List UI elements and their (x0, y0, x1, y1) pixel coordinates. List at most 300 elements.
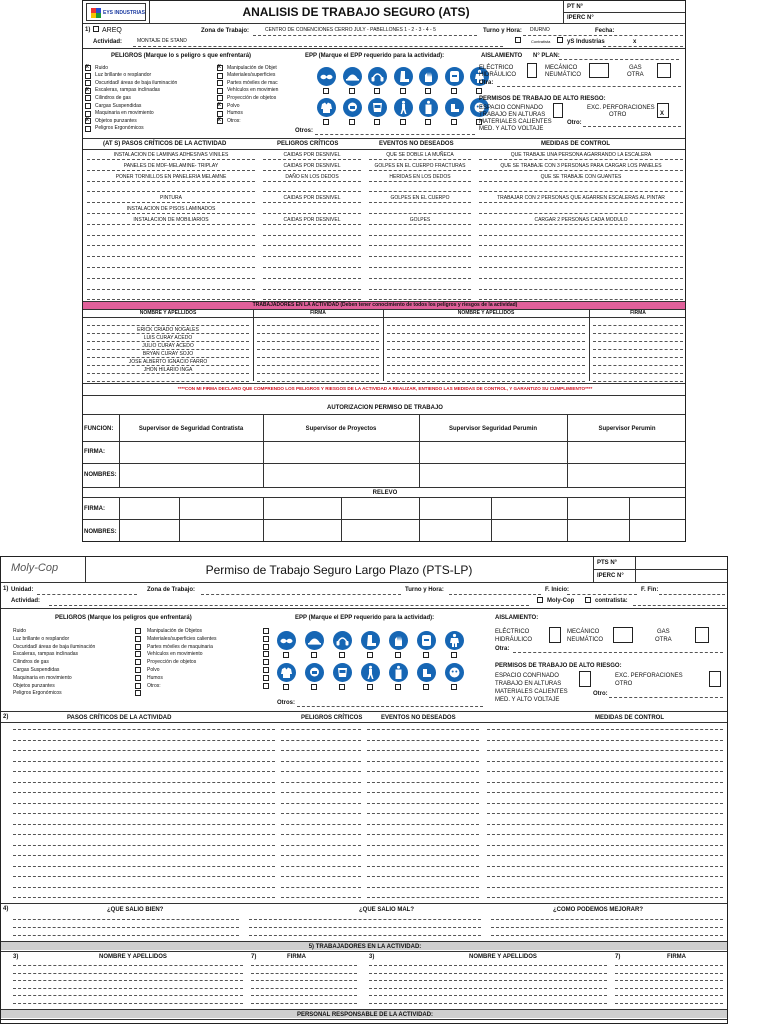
respirator-icon (343, 98, 362, 117)
ats-title: ANALISIS DE TRABAJO SEGURO (ATS) (242, 5, 470, 19)
row-line (369, 213, 471, 214)
section-1-label: 1) (85, 27, 91, 33)
pts-section-1: 1) (3, 586, 9, 592)
zona-label: Zona de Trabajo: (201, 28, 250, 34)
table-cell: INSTALACION DE PISOS LAMINADOS (126, 206, 216, 212)
hazard-checkbox[interactable] (85, 95, 91, 101)
worker-line (87, 381, 249, 382)
pts-hazard-checkbox[interactable] (263, 667, 269, 673)
hazard-mark: X (217, 117, 221, 124)
pts-row-line (281, 803, 361, 804)
ats-epp-checkbox[interactable] (349, 88, 355, 94)
pts-alto-riesgo-title: PERMISOS DE TRABAJO DE ALTO RIESGO: (495, 663, 622, 669)
hazard-label: Vehículos en movimien (227, 87, 279, 94)
pts-row-line (487, 740, 723, 741)
pts-molycop-checkbox[interactable] (537, 597, 543, 603)
pts-iso-electrico-label: ELÉCTRICO (495, 629, 530, 635)
boots-icon (361, 631, 380, 650)
pts-row-line (281, 740, 361, 741)
iso-mecanico-label: MECÁNICO (545, 65, 578, 71)
pts-row-line (281, 729, 361, 730)
auth-title: AUTORIZACION PERMISO DE TRABAJO (327, 405, 443, 411)
pts-hazard-checkbox[interactable] (135, 667, 141, 673)
pts-row-line (13, 803, 275, 804)
pts-worker-sec7a: 7) (251, 954, 257, 960)
ats-epp-checkbox[interactable] (451, 119, 457, 125)
pts-section-4: 4) (3, 906, 9, 912)
pts-ar-calientes-label: MATERIALES CALIENTES (495, 689, 568, 695)
pts-worker-line (615, 995, 723, 996)
row-line (479, 213, 683, 214)
pts-hazard-checkbox[interactable] (135, 651, 141, 657)
pts-row-line (13, 729, 275, 730)
hazard-checkbox[interactable] (217, 111, 223, 117)
pts-hazard-checkbox[interactable] (135, 636, 141, 642)
pts-row-line (367, 771, 479, 772)
ats-epp-checkbox[interactable] (400, 88, 406, 94)
pts-row-line (13, 782, 275, 783)
hazard-label: Escaleras, rampas inclinadas (95, 87, 161, 94)
hazard-checkbox[interactable] (85, 80, 91, 86)
iso-mecanico-box[interactable] (589, 63, 609, 78)
table-cell: QUE SE TRABAJE CON 3 PERSONAS PARA CARGAR LOS PANELES (500, 162, 662, 169)
role-proyectos: Supervisor de Proyectos (305, 426, 377, 432)
relevo-title: RELEVO (372, 490, 398, 496)
logo-squares-icon (91, 8, 101, 18)
pts-row-line (487, 887, 723, 888)
pts-epp-checkbox[interactable] (367, 684, 373, 690)
workers-col-name-2: NOMBRE Y APELLIDOS (457, 310, 515, 316)
pts-finicio-label: F. Inicio: (545, 587, 569, 593)
worker-line (387, 365, 585, 366)
pts-worker-line (13, 988, 243, 989)
pts-worker-line (369, 995, 607, 996)
pts-lesson-line (491, 919, 723, 920)
row-line (87, 224, 255, 225)
pts-epp-checkbox[interactable] (451, 684, 457, 690)
role-seg-contratista: Supervisor de Seguridad Contratista (138, 426, 244, 432)
pts-lesson-line (491, 927, 723, 928)
hazard-label: Manipulación de Objet (227, 64, 277, 71)
ats-epp-checkbox[interactable] (451, 88, 457, 94)
workers-col-name-1: NOMBRE Y APELLIDOS (139, 310, 197, 316)
pts-row-line (13, 792, 275, 793)
row-line (87, 256, 255, 257)
pts-worker-line (251, 1003, 357, 1004)
pts-title: Permiso de Trabajo Seguro Largo Plazo (PTS-LP) (205, 563, 473, 577)
pts-row-line (367, 845, 479, 846)
pts-hazard-checkbox[interactable] (263, 675, 269, 681)
pts-workers-col-firma-2: FIRMA (667, 954, 686, 960)
pts-row-line (13, 761, 275, 762)
worker-line (387, 357, 585, 358)
pts-row-line (281, 834, 361, 835)
pts-row-line (487, 834, 723, 835)
harness-icon (394, 98, 413, 117)
pts-epp-checkbox[interactable] (367, 652, 373, 658)
pts-hazard-label: Otros: (147, 682, 161, 689)
table-cell: CAIDAS POR DESNIVEL (283, 216, 341, 223)
iso-electrico-box[interactable] (527, 63, 537, 78)
molycop-logo: Moly-Cop (11, 562, 59, 574)
pts-epp-checkbox[interactable] (423, 684, 429, 690)
pts-actividad-label: Actividad: (11, 598, 41, 604)
hazard-label: Cilindros de gas (95, 94, 131, 101)
pts-iso-gas-label: GAS (657, 629, 670, 635)
pts-lesson-line (249, 935, 481, 936)
pts-worker-line (13, 965, 243, 966)
pts-row-line (367, 740, 479, 741)
pts-row-line (13, 897, 275, 898)
worker-line (593, 333, 683, 334)
funcion-label: FUNCION: (84, 426, 114, 432)
row-line (479, 202, 683, 203)
pts-row-line (281, 897, 361, 898)
pts-hazard-checkbox[interactable] (135, 690, 141, 696)
pts-row-line (367, 824, 479, 825)
pts-worker-line (13, 995, 243, 996)
pts-worker-line (369, 980, 607, 981)
turno-label: Turno y Hora: (483, 28, 522, 34)
epp-title: EPP (Marque el EPP requerido para la actividad): (305, 53, 445, 59)
auth-firma-label: FIRMA: (84, 449, 105, 455)
hazard-label: Otros: (227, 117, 241, 124)
pts-ar-espacio-box[interactable] (579, 671, 591, 687)
hazard-checkbox[interactable] (217, 95, 223, 101)
epp-otros-label: Otros: (295, 128, 313, 134)
jacket-icon (317, 98, 336, 117)
row-line (479, 224, 683, 225)
ys-label: yS Industrias (567, 39, 605, 45)
worker-line (387, 373, 585, 374)
shoe-icon (417, 663, 436, 682)
worker-line (593, 341, 683, 342)
worker-line (593, 357, 683, 358)
hazard-checkbox[interactable] (85, 111, 91, 117)
ats-col-eventos: EVENTOS NO DESEADOS (379, 141, 454, 147)
hazard-checkbox[interactable] (85, 126, 91, 132)
row-line (87, 202, 255, 203)
pts-row-line (281, 771, 361, 772)
pts-hazard-label: Peligros Ergonómicos (13, 690, 62, 697)
earmuffs-icon (368, 67, 387, 86)
row-line (369, 191, 471, 192)
ys-checkbox[interactable] (557, 37, 563, 43)
hazard-label: Peligros Ergonómicos (95, 125, 144, 132)
ats-col-medidas: MEDIDAS DE CONTROL (541, 141, 610, 147)
pts-epp-checkbox[interactable] (395, 652, 401, 658)
pts-lesson-line (249, 927, 481, 928)
ats-epp-checkbox[interactable] (425, 119, 431, 125)
pts-worker-line (251, 973, 357, 974)
pts-row-line (13, 740, 275, 741)
pts-row-line (367, 897, 479, 898)
hazard-checkbox[interactable] (217, 80, 223, 86)
table-cell: CAIDAS POR DESNIVEL (283, 152, 341, 158)
ats-epp-checkbox[interactable] (374, 88, 380, 94)
apron-icon (389, 663, 408, 682)
hazard-mark: X (85, 64, 89, 70)
company-name: EYS INDUSTRIAS (103, 10, 145, 16)
pts-row-line (367, 792, 479, 793)
contratista-checkbox[interactable] (515, 37, 521, 43)
pts-row-line (367, 750, 479, 751)
pts-worker-line (251, 980, 357, 981)
pts-molycop-label: Moly-Cop (547, 598, 575, 604)
row-line (87, 213, 255, 214)
ats-epp-checkbox[interactable] (323, 88, 329, 94)
table-cell: GOLPES EN EL CUERPO (390, 195, 450, 202)
hazard-label: Humos (227, 110, 243, 117)
worker-line (387, 381, 585, 382)
row-line (479, 289, 683, 290)
row-line (263, 224, 361, 225)
pts-ar-exc-label: EXC. PERFORACIONES (615, 673, 683, 679)
pts-hazard-checkbox[interactable] (135, 683, 141, 689)
worker-line (257, 381, 379, 382)
pts-epp-otros-label: Otros: (277, 700, 295, 706)
pts-hazard-checkbox[interactable] (263, 683, 269, 689)
pts-hazard-checkbox[interactable] (263, 628, 269, 634)
pts-hazard-checkbox[interactable] (263, 636, 269, 642)
coverall-icon (445, 631, 464, 650)
pts-responsible-title: PERSONAL RESPONSABLE DE LA ACTIVIDAD: (296, 1012, 434, 1018)
pts-iso-hidraulico-label: HIDRÁULICO (495, 637, 533, 643)
ats-epp-checkbox[interactable] (349, 119, 355, 125)
pts-workers-title: 5) TRABAJADORES EN LA ACTIVIDAD: (308, 944, 422, 950)
pts-epp-checkbox[interactable] (451, 652, 457, 658)
iso-gas-label: GAS (629, 65, 642, 71)
pts-row-line (487, 866, 723, 867)
row-line (369, 170, 471, 171)
pts-worker-line (251, 988, 357, 989)
face-shield-icon (333, 663, 352, 682)
worker-name: ERICK CRIADO NOGALES (137, 327, 199, 333)
pts-hazard-checkbox[interactable] (135, 659, 141, 665)
pts-hazard-checkbox[interactable] (135, 644, 141, 650)
pts-col-eventos: EVENTOS NO DESEADOS (381, 715, 456, 721)
pts-epp-checkbox[interactable] (339, 652, 345, 658)
table-cell: QUE SE TRABAJE CON GUANTES (540, 173, 622, 180)
pts-hazard-label: Ruido (13, 628, 27, 634)
pts-row-line (487, 771, 723, 772)
row-line (369, 245, 471, 246)
welding-mask-icon (417, 631, 436, 650)
iso-hidraulico-label: HIDRÁULICO (479, 72, 517, 78)
hazard-checkbox[interactable] (217, 73, 223, 79)
goggles-icon (317, 67, 336, 86)
table-cell: INSTALACION DE LAMINAS ADHESIVAS VINILES (113, 152, 229, 158)
worker-line (257, 357, 379, 358)
gloves-icon (419, 67, 438, 86)
pts-iso-mecanico-box[interactable] (613, 627, 633, 643)
ats-sheet (82, 0, 686, 542)
pts-epp-checkbox[interactable] (339, 684, 345, 690)
pts-hazard-checkbox[interactable] (263, 651, 269, 657)
hazard-label: Partes móviles de mac (227, 79, 278, 86)
pts-row-line (13, 813, 275, 814)
pts-ar-otro2-label: Otro: (593, 691, 608, 697)
pts-worker-sec3b: 3) (369, 954, 375, 960)
pts-workers-col-firma-1: FIRMA (287, 954, 306, 960)
pts-epp-title: EPP (Marque el EPP requerido para la actividad): (295, 615, 435, 621)
pts-hazard-checkbox[interactable] (263, 659, 269, 665)
pts-ar-espacio-label: ESPACIO CONFINADO (495, 673, 559, 679)
hazard-mark: X (217, 64, 221, 70)
pts-hazard-label: Vehículos en movimiento (147, 651, 203, 658)
areq-label: AREQ (102, 27, 122, 34)
pts-row-line (13, 824, 275, 825)
pts-row-line (487, 813, 723, 814)
actividad-value: MONTAJE DE STAND (137, 38, 187, 44)
row-line (263, 267, 361, 268)
pts-iso-mecanico-label: MECÁNICO (567, 629, 600, 635)
ats-epp-checkbox[interactable] (425, 88, 431, 94)
pts-hazard-label: Objetos punzantes (13, 682, 55, 689)
row-line (263, 256, 361, 257)
row-line (479, 170, 683, 171)
mask-icon (445, 663, 464, 682)
pts-lesson-mal: ¿QUE SALIO MAL? (359, 907, 414, 913)
pts-worker-sec7b: 7) (615, 954, 621, 960)
worker-line (87, 325, 249, 326)
worker-line (87, 349, 249, 350)
row-line (369, 224, 471, 225)
plan-title: N° PLAN: (533, 53, 560, 59)
row-line (369, 235, 471, 236)
pts-ar-exc-box[interactable] (709, 671, 721, 687)
ar-otro-label: OTRO (609, 112, 627, 118)
pts-hazard-label: Materiales/superficies calientes (147, 635, 217, 642)
table-cell: INSTALACION DE MOBILIARIOS (133, 216, 209, 223)
worker-line (257, 365, 379, 366)
pts-peligros-title: PELIGROS (Marque los peligros que enfrentará) (55, 615, 192, 621)
pts-row-line (487, 897, 723, 898)
pts-iperc-label: IPERC N° (597, 573, 624, 579)
pts-row-line (13, 866, 275, 867)
pts-row-line (281, 792, 361, 793)
iso-neumatico-label: NEUMÁTICO (545, 72, 581, 78)
row-line (479, 267, 683, 268)
pts-sheet (0, 556, 728, 1024)
row-line (479, 245, 683, 246)
role-perumin: Supervisor Perumin (598, 426, 656, 432)
pts-row-line (367, 782, 479, 783)
worker-line (87, 373, 249, 374)
iperc-number-label: IPERC N° (567, 15, 594, 21)
pts-workers-col-name-2: NOMBRE Y APELLIDOS (469, 954, 537, 960)
table-cell: QUE SE DOBLE LA MUÑECA (386, 152, 454, 158)
pts-worker-line (251, 965, 357, 966)
worker-line (87, 357, 249, 358)
pts-hazard-checkbox[interactable] (263, 644, 269, 650)
goggles-icon (277, 631, 296, 650)
areq-checkbox[interactable] (93, 26, 99, 32)
iso-otra2-label: Otra: (479, 80, 494, 86)
pts-row-line (281, 782, 361, 783)
pts-row-line (367, 813, 479, 814)
pts-hazard-checkbox[interactable] (135, 675, 141, 681)
pts-epp-checkbox[interactable] (311, 684, 317, 690)
worker-line (257, 373, 379, 374)
pts-row-line (281, 761, 361, 762)
pts-col-medidas: MEDIDAS DE CONTROL (595, 715, 664, 721)
ats-epp-checkbox[interactable] (323, 119, 329, 125)
table-cell: PANELES DE MDF-MELAMINE- TRIPLAY (123, 162, 219, 169)
pts-worker-line (615, 980, 723, 981)
pts-epp-checkbox[interactable] (395, 684, 401, 690)
ar-exc-label: EXC. PERFORACIONES (587, 105, 655, 111)
pts-ffin-label: F. Fin: (641, 587, 659, 593)
row-line (263, 159, 361, 160)
worker-line (593, 373, 683, 374)
ar-otro-mark: X (660, 111, 665, 117)
pts-epp-checkbox[interactable] (423, 652, 429, 658)
ar-espacio-label: ESPACIO CONFINADO (479, 105, 543, 111)
pts-row-line (281, 866, 361, 867)
row-line (87, 245, 255, 246)
pts-row-line (487, 750, 723, 751)
worker-line (257, 341, 379, 342)
ats-epp-checkbox[interactable] (400, 119, 406, 125)
pts-hazard-label: Humos (147, 674, 163, 681)
pts-row-line (367, 761, 479, 762)
pts-worker-line (615, 973, 723, 974)
hazard-label: Objetos punzantes (95, 117, 137, 124)
pts-row-line (487, 729, 723, 730)
ats-col-peligros: PELIGROS CRÍTICOS (277, 141, 339, 147)
pt-number-label: PT N° (567, 4, 584, 10)
ats-col-pasos: (AT S) PASOS CRÍTICOS DE LA ACTIVIDAD (103, 141, 227, 147)
hazard-checkbox[interactable] (85, 73, 91, 79)
worker-line (257, 333, 379, 334)
pts-contratista-checkbox[interactable] (585, 597, 591, 603)
row-line (87, 181, 255, 182)
auth-nombres-label: NOMBRES: (84, 472, 117, 478)
pts-hazard-label: Manipulación de Objetos (147, 628, 203, 634)
pts-worker-line (369, 973, 607, 974)
iso-gas-box[interactable] (657, 63, 671, 78)
pts-iso-electrico-box[interactable] (549, 627, 561, 643)
shoe-icon (445, 98, 464, 117)
hazard-checkbox[interactable] (85, 103, 91, 109)
hazard-label: Ruido (95, 64, 109, 71)
pts-epp-checkbox[interactable] (311, 652, 317, 658)
pts-hazard-label: Escaleras, rampas inclinadas (13, 651, 79, 658)
pts-epp-checkbox[interactable] (283, 684, 289, 690)
hazard-checkbox[interactable] (217, 88, 223, 94)
ar-espacio-box[interactable] (553, 103, 563, 118)
ats-epp-checkbox[interactable] (374, 119, 380, 125)
row-line (263, 289, 361, 290)
pts-row-line (367, 887, 479, 888)
pts-row-line (13, 771, 275, 772)
iso-electrico-label: ELÉCTRICO (479, 65, 514, 71)
actividad-label: Actividad: (93, 39, 123, 45)
pts-hazard-label: Luz brillante o resplandor (13, 635, 70, 642)
pts-hazard-checkbox[interactable] (135, 628, 141, 634)
worker-name: JHON HILARIO INGA (143, 367, 193, 373)
pts-worker-sec3a: 3) (13, 954, 19, 960)
pts-iso-neumatico-label: NEUMÁTICO (567, 637, 603, 643)
pts-row-line (367, 876, 479, 877)
pts-iso-gas-box[interactable] (695, 627, 709, 643)
pts-epp-checkbox[interactable] (283, 652, 289, 658)
ats-epp-checkbox[interactable] (476, 88, 482, 94)
hazard-label: Materiales/superficies (227, 72, 276, 79)
pts-worker-line (13, 980, 243, 981)
apron-icon (419, 98, 438, 117)
